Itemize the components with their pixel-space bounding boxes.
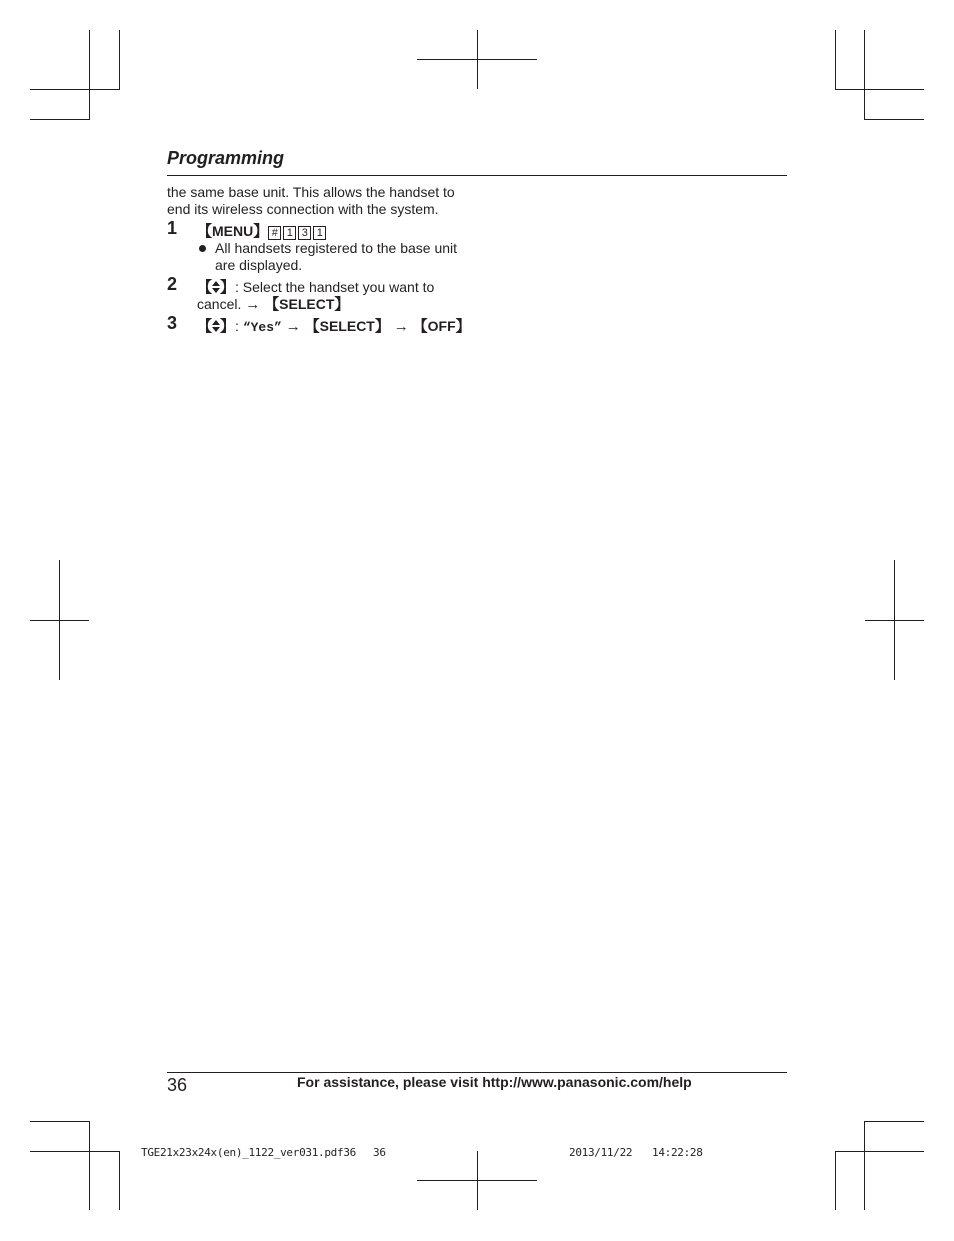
key-1: 1	[313, 226, 326, 240]
step-2-text: 【 】: Select the handset you want to cancel. → 【SELECT】	[197, 279, 435, 313]
crop-mark	[864, 30, 865, 120]
step-2-text-b: cancel.	[197, 296, 242, 312]
right-arrow-icon: →	[285, 318, 301, 335]
registration-mark	[30, 620, 89, 621]
step-2-text-a: : Select the handset you want to	[235, 279, 435, 295]
menu-key: MENU	[212, 223, 254, 239]
print-time: 14:22:28	[652, 1146, 703, 1159]
crop-mark	[864, 1121, 865, 1210]
registration-mark	[865, 620, 924, 621]
up-down-arrow-icon	[212, 319, 220, 333]
step-3	[167, 313, 477, 336]
up-down-arrow-icon	[212, 280, 220, 294]
crop-mark	[835, 1151, 924, 1152]
crop-mark	[89, 1121, 90, 1210]
key-3: 3	[298, 226, 311, 240]
intro-line-2: end its wireless connection with the system.	[167, 201, 439, 217]
crop-mark	[835, 89, 924, 90]
page-number: 36	[167, 1075, 188, 1095]
registration-mark	[417, 59, 537, 60]
crop-mark	[864, 119, 924, 120]
crop-mark	[835, 30, 836, 90]
bullet-line-2: are displayed.	[215, 257, 303, 273]
intro-line-1: the same base unit. This allows the handset to	[167, 184, 455, 200]
step-2	[167, 274, 477, 313]
step-number: 1	[167, 218, 178, 238]
crop-mark	[835, 1151, 836, 1210]
crop-mark	[89, 30, 90, 120]
step-1-keys: 【MENU】 # 1 3 1	[197, 223, 477, 240]
registration-mark	[417, 1180, 537, 1181]
crop-mark	[30, 1151, 120, 1152]
bullet-line-1: All handsets registered to the base unit	[215, 240, 458, 256]
crop-mark	[30, 119, 90, 120]
off-key: OFF	[427, 318, 456, 334]
crop-mark	[30, 1121, 90, 1122]
footer-rule	[167, 1072, 787, 1073]
step-number: 2	[167, 274, 178, 294]
step-3-colon: :	[235, 318, 239, 334]
key-1: 1	[283, 226, 296, 240]
help-text: For assistance, please visit http://www.panasonic.com/help	[297, 1074, 692, 1090]
print-file-name: TGE21x23x24x(en)_1122_ver031.pdf36	[141, 1146, 356, 1159]
intro-paragraph	[167, 184, 477, 218]
content-column	[167, 184, 477, 341]
step-3-text: 【 】: “Yes” → 【SELECT】 → 【OFF】	[197, 318, 471, 335]
crop-mark	[864, 1121, 924, 1122]
print-page-number: 36	[373, 1146, 386, 1159]
print-date: 2013/11/22	[569, 1146, 633, 1159]
select-key: SELECT	[279, 296, 335, 312]
select-key: SELECT	[319, 318, 375, 334]
section-title: Programming	[167, 148, 285, 168]
step-number: 3	[167, 313, 178, 333]
bullet-item	[197, 240, 477, 274]
header-rule	[167, 175, 787, 176]
right-arrow-icon: →	[245, 296, 261, 313]
bullet-icon	[199, 245, 206, 252]
crop-mark	[119, 1151, 120, 1210]
step-1	[167, 218, 477, 274]
right-arrow-icon: →	[393, 318, 409, 335]
crop-mark	[119, 30, 120, 90]
crop-mark	[30, 89, 120, 90]
key-hash: #	[268, 226, 281, 240]
option-yes: “Yes”	[242, 320, 282, 335]
